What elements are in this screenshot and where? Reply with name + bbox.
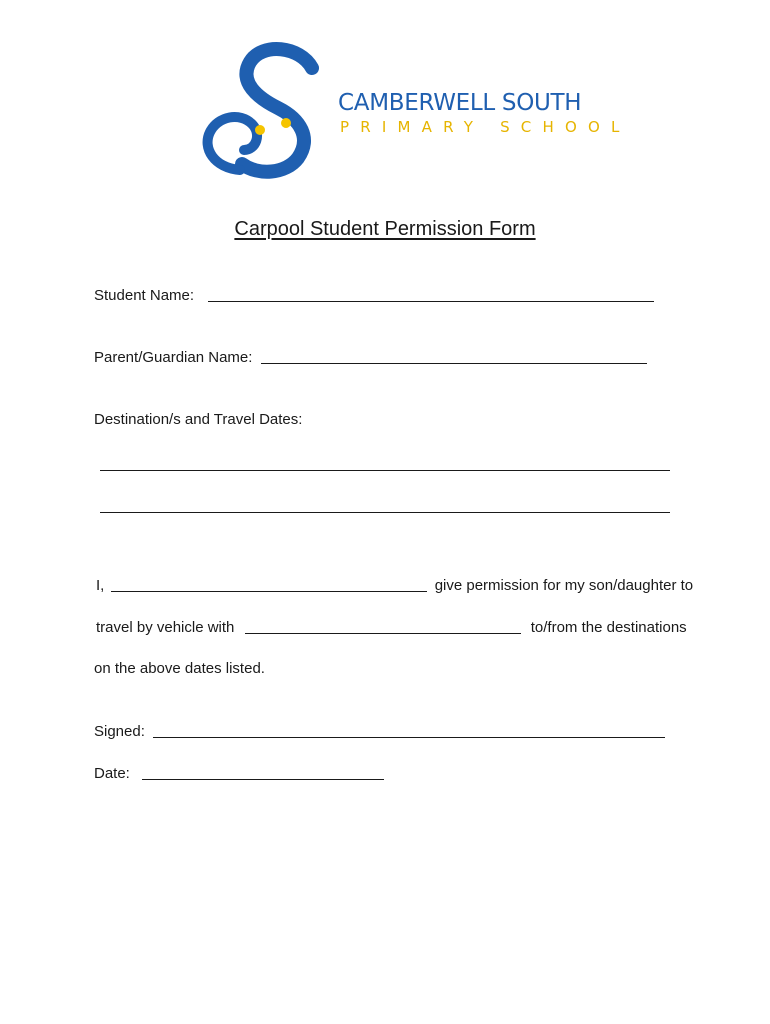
student-name-label: Student Name: — [94, 287, 195, 304]
statement-travel-text: travel by vehicle with — [96, 619, 235, 636]
student-name-row — [94, 287, 654, 304]
school-logo — [200, 40, 631, 185]
statement-destinations-text: to/from the destinations — [530, 619, 687, 636]
statement-line-1 — [96, 577, 693, 594]
signed-row — [94, 723, 665, 740]
statement-line-2 — [96, 619, 687, 636]
date-row — [94, 765, 384, 782]
parent-name-field[interactable] — [261, 349, 647, 364]
parent-statement-name-field[interactable] — [111, 577, 427, 592]
destinations-field-2[interactable] — [100, 512, 670, 513]
parent-name-row — [94, 349, 647, 366]
school-s-logo-icon — [200, 40, 330, 180]
destinations-label: Destination/s and Travel Dates: — [94, 411, 303, 428]
school-name-line2: PRIMARY SCHOOL — [340, 118, 631, 136]
statement-line-3: on the above dates listed. — [94, 660, 265, 677]
signature-field[interactable] — [153, 723, 665, 738]
statement-permission-text: give permission for my son/daughter to — [434, 577, 694, 594]
date-field[interactable] — [142, 765, 384, 780]
signed-label: Signed: — [94, 723, 145, 740]
school-name-line1: CAMBERWELL SOUTH — [338, 90, 582, 116]
student-name-field[interactable] — [208, 287, 654, 302]
statement-i-label: I, — [96, 577, 105, 594]
date-label: Date: — [94, 765, 130, 782]
driver-name-field[interactable] — [245, 619, 521, 634]
form-title: Carpool Student Permission Form — [234, 218, 536, 240]
destinations-field-1[interactable] — [100, 470, 670, 471]
parent-name-label: Parent/Guardian Name: — [94, 349, 253, 366]
